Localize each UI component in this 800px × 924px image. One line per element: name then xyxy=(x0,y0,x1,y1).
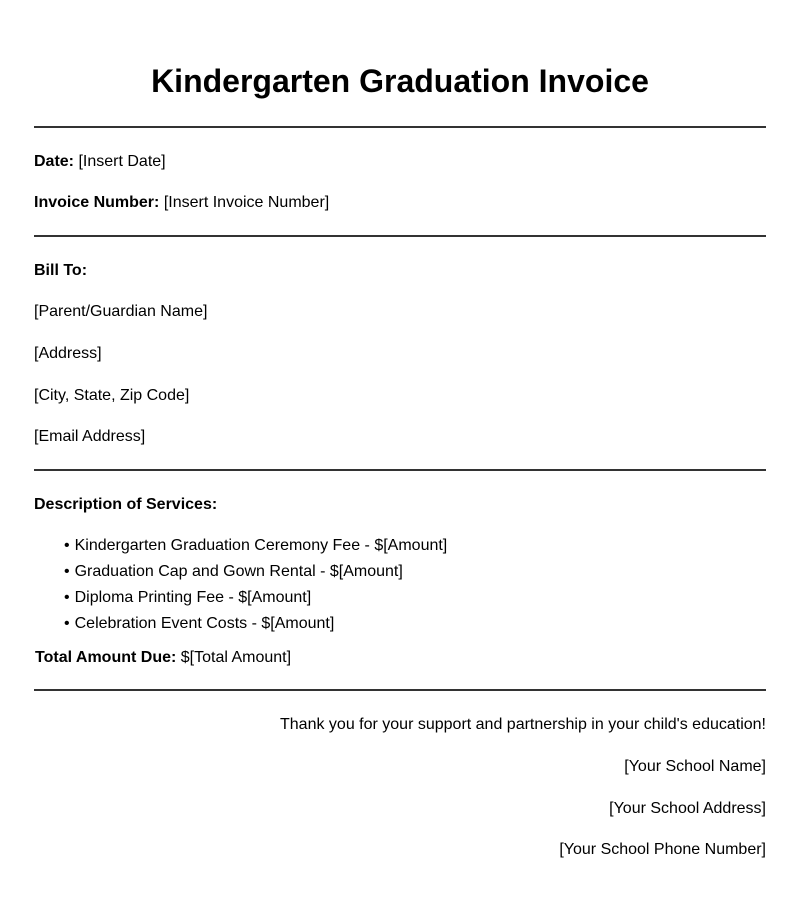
thank-you-note: Thank you for your support and partnership in your child's education! xyxy=(280,716,766,733)
divider xyxy=(34,126,766,128)
bullet-icon: • xyxy=(64,615,70,632)
date-line xyxy=(34,152,766,172)
school-name: [Your School Name] xyxy=(624,758,766,775)
service-item-text: Graduation Cap and Gown Rental - $[Amount] xyxy=(74,563,403,580)
total-line xyxy=(34,648,766,668)
school-address: [Your School Address] xyxy=(609,800,766,817)
bill-to-name: [Parent/Guardian Name] xyxy=(34,303,208,320)
invoice-page xyxy=(34,0,766,860)
divider xyxy=(34,469,766,471)
date-label: Date: xyxy=(34,153,75,170)
page-title: Kindergarten Graduation Invoice xyxy=(151,63,649,99)
total-label: Total Amount Due: xyxy=(35,649,177,666)
divider xyxy=(34,689,766,691)
bill-to-address: [Address] xyxy=(34,345,102,362)
invoice-number-value: [Insert Invoice Number] xyxy=(163,194,330,211)
invoice-number-label: Invoice Number: xyxy=(34,194,160,211)
invoice-number-line xyxy=(34,193,766,213)
service-item-text: Kindergarten Graduation Ceremony Fee - $[Amount] xyxy=(74,537,448,554)
bill-to-email: [Email Address] xyxy=(34,428,146,445)
service-item-text: Celebration Event Costs - $[Amount] xyxy=(74,615,335,632)
services-list xyxy=(34,536,766,634)
service-item-text: Diploma Printing Fee - $[Amount] xyxy=(74,589,312,606)
bullet-icon: • xyxy=(64,563,70,580)
bill-to-city: [City, State, Zip Code] xyxy=(34,387,190,404)
bullet-icon: • xyxy=(64,589,70,606)
date-value: [Insert Date] xyxy=(78,153,166,170)
total-value: $[Total Amount] xyxy=(180,649,292,666)
service-item xyxy=(34,562,766,582)
service-item xyxy=(34,536,766,556)
divider xyxy=(34,235,766,237)
services-label: Description of Services: xyxy=(34,496,218,513)
service-item xyxy=(34,588,766,608)
bill-to-label: Bill To: xyxy=(34,262,88,279)
service-item xyxy=(34,614,766,634)
bullet-icon: • xyxy=(64,537,70,554)
school-phone: [Your School Phone Number] xyxy=(559,841,766,858)
